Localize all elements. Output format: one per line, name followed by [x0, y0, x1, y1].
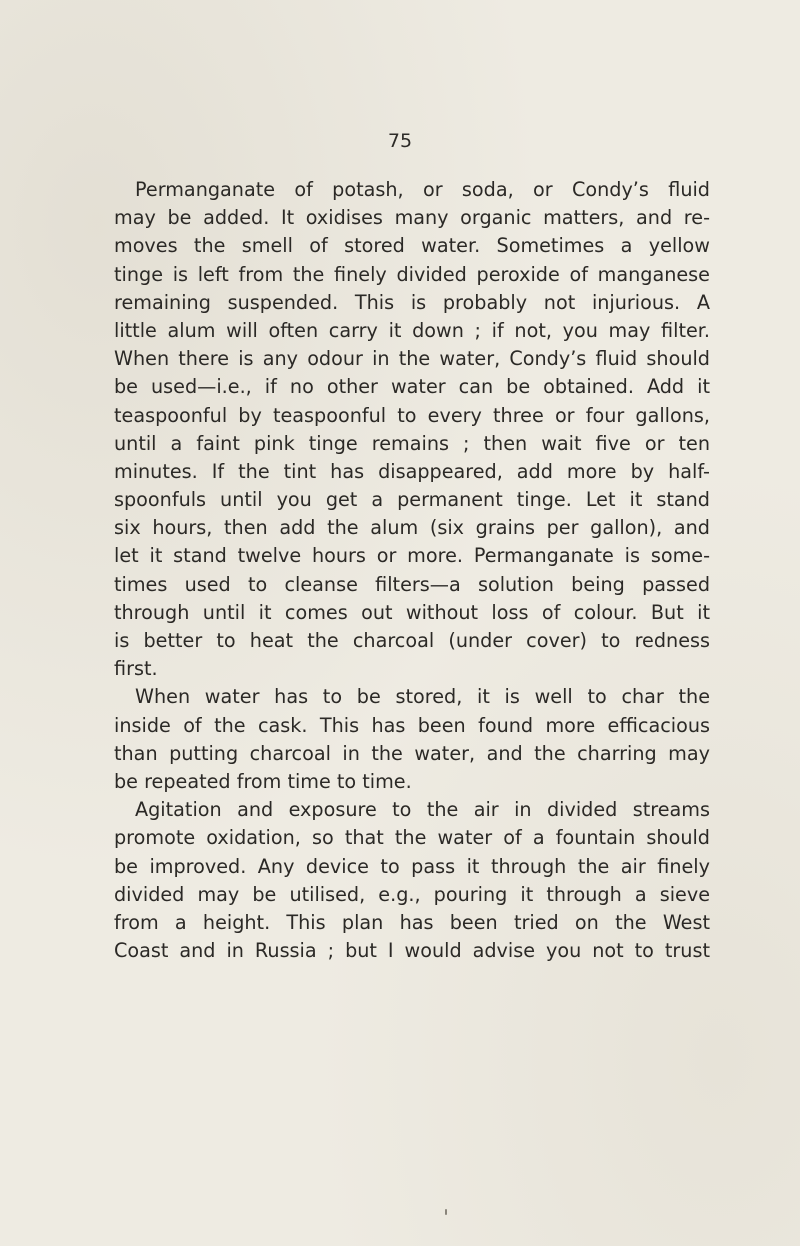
text-line: times used to cleanse filters—a solution being passed [114, 572, 710, 596]
text-line: let it stand twelve hours or more. Permanganate is some- [114, 544, 710, 568]
body-text [114, 176, 710, 965]
text-line: from a height. This plan has been tried on the West [114, 910, 710, 934]
text-line: through until it comes out without loss of colour. But it [114, 600, 710, 624]
text-line: minutes. If the tint has disappeared, add more by half- [114, 459, 710, 483]
text-line: inside of the cask. This has been found more efficacious [114, 713, 710, 737]
text-line: teaspoonful by teaspoonful to every three or four gallons, [114, 403, 710, 427]
text-line: promote oxidation, so that the water of a fountain should [114, 826, 710, 850]
text-line: Permanganate of potash, or soda, or Condy’s fluid [135, 178, 710, 201]
text-line: Agitation and exposure to the air in divided streams [135, 798, 710, 822]
text-line: may be added. It oxidises many organic matters, and re- [114, 206, 710, 230]
text-line: six hours, then add the alum (six grains per gallon), and [114, 516, 710, 540]
text-line: be improved. Any device to pass it through the air finely [114, 854, 710, 878]
paper-speck [445, 1209, 447, 1215]
text-line: little alum will often carry it down ; if not, you may filter. [114, 318, 710, 342]
text-line: spoonfuls until you get a permanent tinge. Let it stand [114, 488, 710, 512]
text-line: When water has to be stored, it is well to char the [135, 685, 710, 709]
text-line: remaining suspended. This is probably not injurious. A [114, 290, 710, 314]
text-line: first. [114, 657, 158, 681]
text-line: until a faint pink tinge remains ; then wait five or ten [114, 431, 710, 455]
text-line: When there is any odour in the water, Condy’s fluid should [114, 347, 710, 371]
text-line: moves the smell of stored water. Sometimes a yellow [114, 234, 710, 258]
text-line: than putting charcoal in the water, and the charring may [114, 741, 710, 765]
page-number: 75 [387, 130, 413, 152]
text-line: be used—i.e., if no other water can be obtained. Add it [114, 375, 710, 399]
text-line: divided may be utilised, e.g., pouring it through a sieve [114, 882, 710, 906]
text-line: is better to heat the charcoal (under cover) to redness [114, 629, 710, 652]
text-line: be repeated from time to time. [114, 769, 412, 793]
text-line: Coast and in Russia ; but I would advise you not to trust [114, 939, 710, 963]
text-line: tinge is left from the finely divided peroxide of manganese [114, 262, 710, 286]
